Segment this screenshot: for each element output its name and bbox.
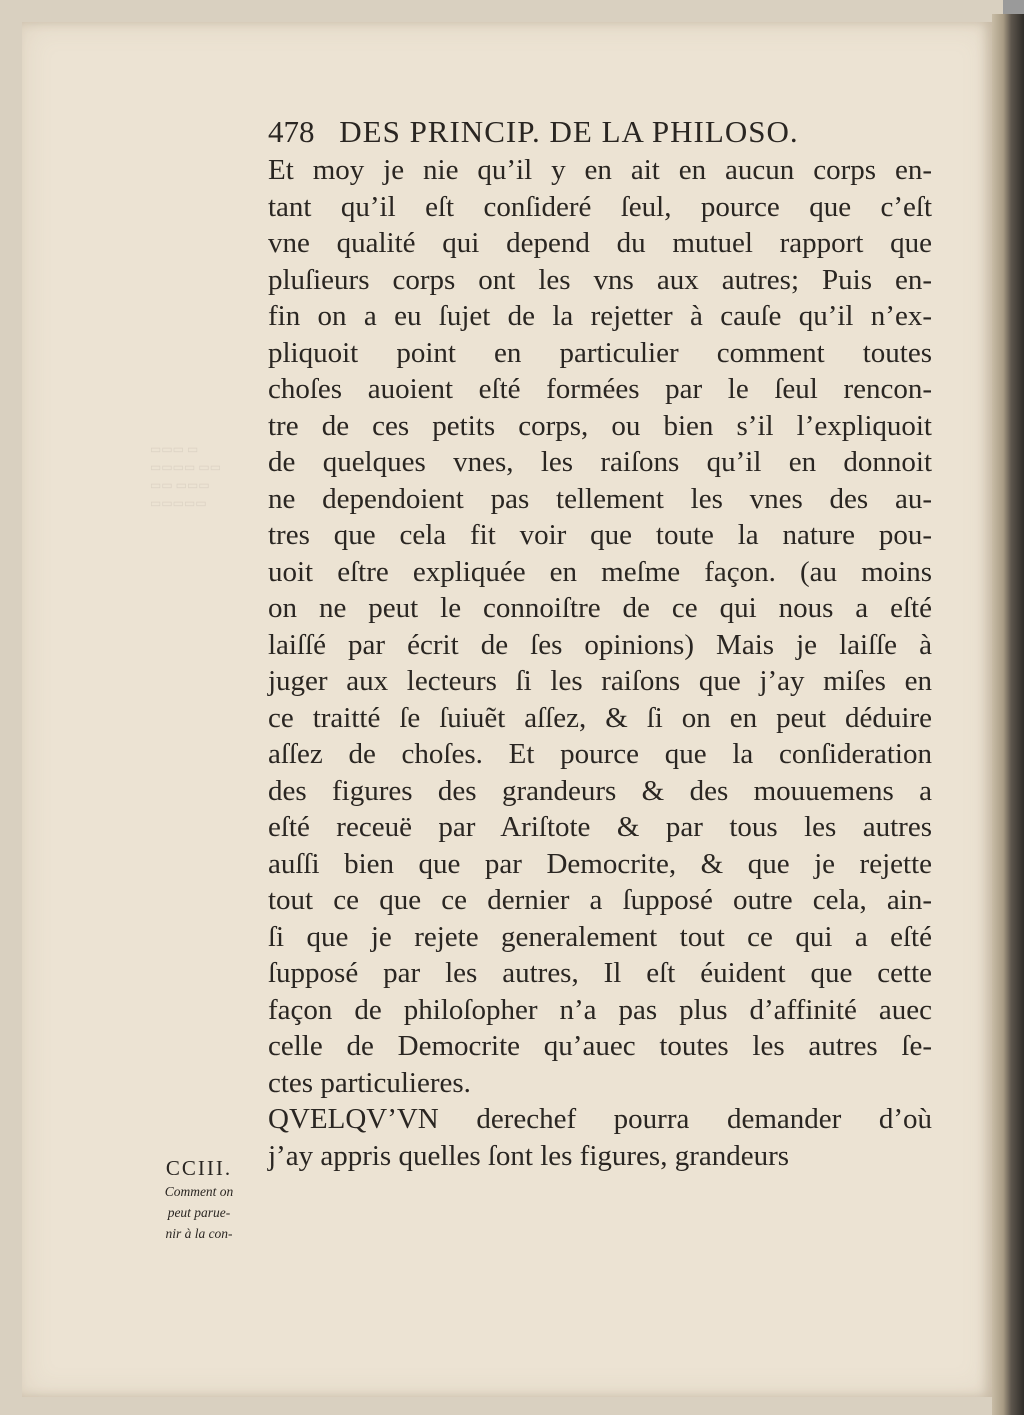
text-line: laiſſé par écrit de ſes opinions) Mais je laiſſe à [268, 628, 932, 661]
text-line: tres que cela fit voir que toute la nature pou- [268, 519, 932, 551]
text-line: ctes particulieres. [268, 1066, 471, 1099]
text-line: juger aux lecteurs ſi les raiſons que j’ay miſes en [268, 665, 932, 697]
text-line: auſſi bien que par Democrite, & que je rejette [268, 847, 932, 880]
text-block [268, 112, 932, 1174]
text-line: aſſez de choſes. Et pource que la conſideration [268, 738, 932, 770]
page-number: 478 [268, 114, 315, 149]
text-line: tant qu’il eſt conſideré ſeul, pource que c’eſt [268, 190, 932, 223]
text-line: QVELQV’VN derechef pourra demander d’où [268, 1103, 932, 1135]
bleed-through-text: ▭▭▭ ▭ ▭▭▭▭ ▭▭ ▭▭ ▭▭▭ ▭▭▭▭▭ [150, 442, 222, 510]
body-text [268, 152, 932, 1174]
text-line: ce traitté ſe ſuiuẽt aſſez, & ſi on en peut déduire [268, 701, 932, 734]
running-title: DES PRINCIP. DE LA PHILOSO. [339, 114, 799, 149]
margin-note-line: nir à la con- [165, 1226, 233, 1241]
text-line: ſupposé par les autres, Il eſt éuident que cette [268, 957, 932, 989]
text-line: uoit eſtre expliquée en meſme façon. (au moins [268, 555, 932, 588]
text-line: pliquoit point en particulier comment toutes [268, 336, 932, 369]
text-line: façon de philoſopher n’a pas plus d’affinité auec [268, 993, 932, 1026]
text-line: vne qualité qui depend du mutuel rapport que [268, 227, 932, 259]
text-line: celle de Democrite qu’auec toutes les autres ſe- [268, 1030, 932, 1062]
text-line: de quelques vnes, les raiſons qu’il en donnoit [268, 446, 932, 478]
text-line: pluſieurs corps ont les vns aux autres; Puis en- [268, 263, 932, 296]
text-line: des figures des grandeurs & des mouuemens a [268, 774, 932, 807]
text-line: Et moy je nie qu’il y en ait en aucun corps en- [268, 154, 932, 186]
text-line: eſté receuë par Ariſtote & par tous les autres [268, 811, 932, 843]
margin-note-line: peut parue- [167, 1205, 231, 1220]
text-line: tout ce que ce dernier a ſupposé outre cela, ain- [268, 884, 932, 916]
margin-note-number: CCIII. [165, 1156, 233, 1180]
running-header [268, 112, 932, 152]
text-line: fin on a eu ſujet de la rejetter à cauſe qu’il n’ex- [268, 300, 932, 332]
page-fore-edge [992, 14, 1024, 1415]
text-line: ſi que je rejete generalement tout ce qui a eſté [268, 920, 932, 953]
text-line: choſes auoient eſté formées par le ſeul rencon- [268, 373, 932, 405]
margin-note [140, 1155, 258, 1244]
text-line: ne dependoient pas tellement les vnes des au- [268, 482, 932, 515]
margin-note-text [140, 1181, 258, 1244]
margin-note-line: Comment on [164, 1184, 234, 1199]
text-line: tre de ces petits corps, ou bien s’il l’expliquoit [268, 409, 932, 442]
text-line: on ne peut le connoiſtre de ce qui nous a eſté [268, 592, 932, 624]
text-line: j’ay appris quelles ſont les figures, grandeurs [268, 1139, 790, 1172]
